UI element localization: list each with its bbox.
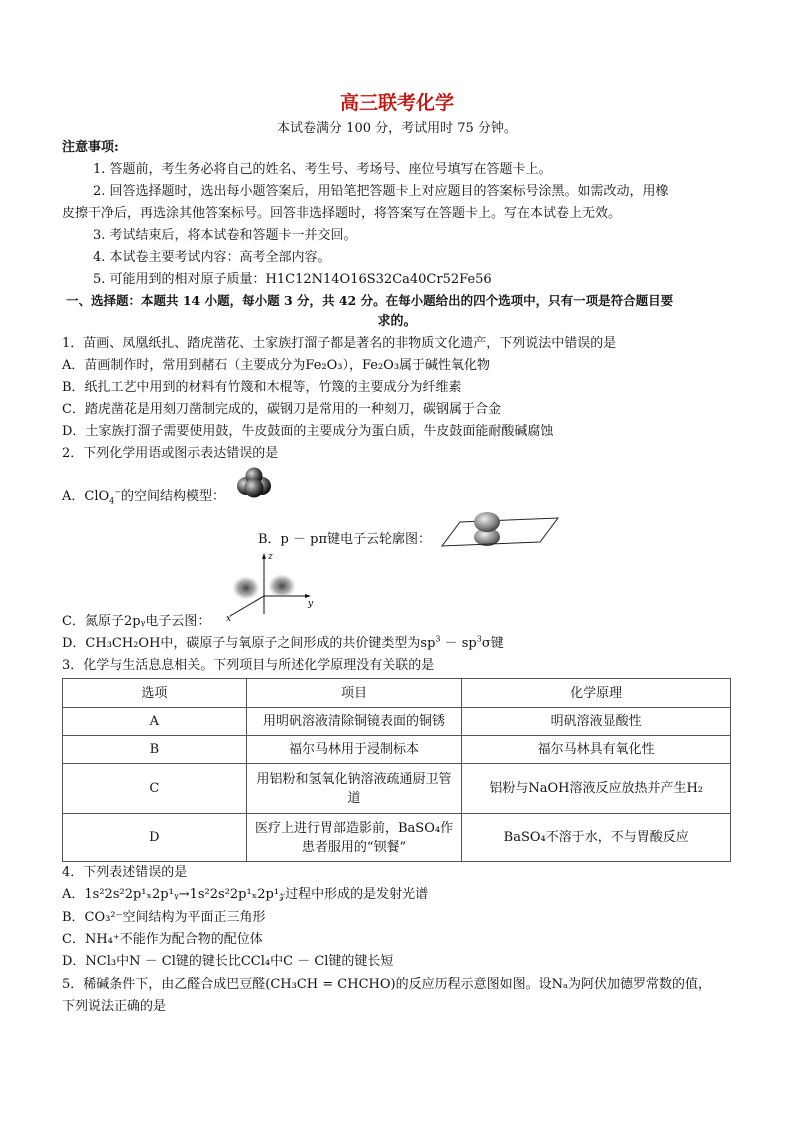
table-header-cell: 选项 [63,679,247,708]
table-header-cell: 项目 [246,679,462,708]
table-cell: B [63,736,247,764]
question-1-option-b: B．纸扎工艺中用到的材料有竹篾和木棍等，竹篾的主要成分为纤维素 [62,380,462,395]
notes-heading: 注意事项: [62,140,119,155]
note-item: 皮擦干净后，再选涂其他答案标号。回答非选择题时，将答案写在答题卡上。写在本试卷上无效。 [62,206,622,221]
question-4-stem: 4．下列表述错误的是 [62,865,188,880]
table-cell: 明矾溶液显酸性 [462,708,731,736]
table-row [63,764,731,814]
nitrogen-2py-orbital-figure [224,548,318,622]
question-2-option-c: C．氮原子2pᵧ电子云图： [62,614,211,629]
table-cell: C [63,764,247,814]
table-row [63,736,731,764]
table-cell: 福尔马林用于浸制标本 [246,736,462,764]
question-5-stem-cont: 下列说法正确的是 [62,999,167,1014]
question-4-option-a: A．1s²2s²2p¹ₓ2p¹ᵧ→1s²2s²2p¹ₓ2p¹𝓏过程中形成的是发射光谱 [62,887,429,902]
question-1-option-d: D．土家族打溜子需要使用鼓，牛皮鼓面的主要成分为蛋白质，牛皮鼓面能耐酸碱腐蚀 [62,424,554,439]
question-1-option-a: A．苗画制作时，常用到赭石（主要成分为Fe₂O₃），Fe₂O₃属于碱性氧化物 [62,358,491,373]
table-header-cell: 化学原理 [462,679,731,708]
page-subtitle: 本试卷满分 100 分，考试用时 75 分钟。 [277,121,517,136]
note-item: 3. 考试结束后，将本试卷和答题卡一并交回。 [93,228,357,243]
table-cell: 用明矾溶液清除铜镜表面的铜锈 [246,708,462,736]
question-3-stem: 3．化学与生活息息相关。下列项目与所述化学原理没有关联的是 [62,658,435,673]
table-cell: 铝粉与NaOH溶液反应放热并产生H₂ [462,764,731,814]
note-item: 2. 回答选择题时，选出每小题答案后，用铅笔把答题卡上对应题目的答案标号涂黑。如需改动，用橡 [93,184,669,199]
axis-label-x: x [226,614,232,622]
question-3-table [62,678,731,862]
axis-label-y: y [308,599,314,609]
page-title: 高三联考化学 [339,92,454,114]
question-2-option-a: A．ClO$_4$−的空间结构模型： [62,487,225,506]
table-cell: 医疗上进行胃部造影前，BaSO₄作患者服用的“钡餐” [246,814,462,862]
p-p-pi-bond-figure [440,510,562,550]
note-item: 1. 答题前，考生务必将自己的姓名、考生号、考场号、座位号填写在答题卡上。 [93,162,552,177]
section-heading-cont: 求的。 [377,314,417,329]
table-header-row [63,679,731,708]
question-5-stem: 5．稀碱条件下，由乙醛合成巴豆醛(CH₃CH = CHCHO)的反应历程示意图如图。设Nₐ为阿伏加德罗常数的值， [62,977,711,992]
note-item: 4. 本试卷主要考试内容：高考全部内容。 [93,250,331,265]
question-1-stem: 1．苗画、凤凰纸扎、踏虎凿花、土家族打溜子都是著名的非物质文化遗产，下列说法中错误的是 [62,336,617,351]
question-2-stem: 2．下列化学用语或图示表达错误的是 [62,446,279,461]
question-4-option-d: D．NCl₃中N － Cl键的键长比CCl₄中C － Cl键的键长短 [62,954,394,969]
question-4-option-c: C．NH₄⁺不能作为配合物的配位体 [62,932,263,947]
table-row [63,814,731,862]
table-cell: BaSO₄不溶于水，不与胃酸反应 [462,814,731,862]
clo4-model-figure [232,467,276,499]
table-cell: D [63,814,247,862]
note-item: 5. 可能用到的相对原子质量：H1C12N14O16S32Ca40Cr52Fe56 [93,272,492,287]
table-cell: A [63,708,247,736]
question-2-option-b: B．p － pπ键电子云轮廓图： [258,532,432,547]
question-1-option-c: C．踏虎凿花是用刻刀凿制完成的，碳钢刀是常用的一种刻刀，碳钢属于合金 [62,402,501,417]
section-heading: 一、选择题：本题共 14 小题，每小题 3 分，共 42 分。在每小题给出的四个选项中，只有一项是符合题目要 [66,293,674,308]
question-2-option-d: D．CH₃CH₂OH中，碳原子与氧原子之间形成的共价键类型为$sp^3 - sp^3\sigma$键 [62,634,504,651]
table-cell: 福尔马林具有氧化性 [462,736,731,764]
question-4-option-b: B．CO₃²⁻空间结构为平面正三角形 [62,910,266,925]
table-cell: 用铝粉和氢氧化钠溶液疏通厨卫管道 [246,764,462,814]
axis-label-z: z [268,552,273,562]
table-row [63,708,731,736]
